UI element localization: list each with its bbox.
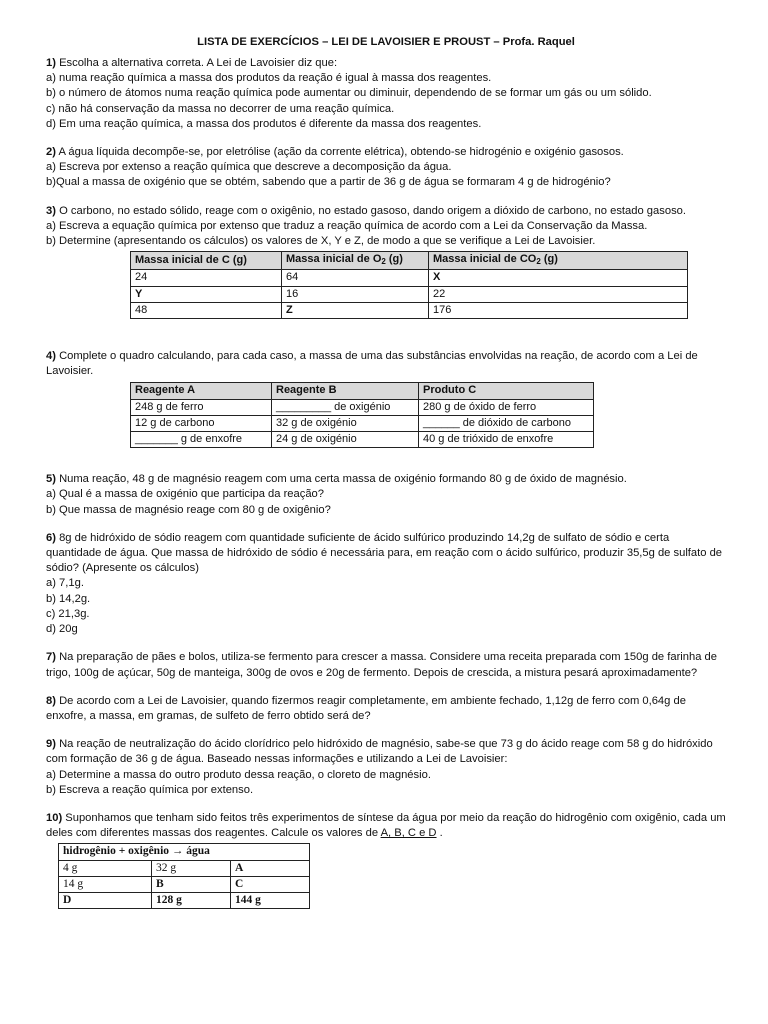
table-cell: 24 [131, 270, 282, 286]
table-cell: 144 g [231, 892, 310, 908]
question-text: 5) Numa reação, 48 g de magnésio reagem com uma certa massa de oxigénio formando 80 g de óxido de magnésio. [46, 473, 627, 486]
table-row [131, 415, 594, 431]
question-number: 2) [46, 146, 56, 159]
table-cell: D [59, 892, 152, 908]
table-cell: B [152, 876, 231, 892]
document-title: LISTA DE EXERCÍCIOS – LEI DE LAVOISIER E PROUST – Profa. Raquel [197, 36, 575, 48]
question-text: 8) De acordo com a Lei de Lavoisier, quando fizermos reagir completamente, em ambiente fechado, 1,12g de ferro com 0,64g de enxofre, a massa, em gramas, de sulfeto de ferro obtido será de? [46, 694, 686, 722]
item-a: a) Qual é a massa de oxigénio que participa da reação? [46, 488, 324, 501]
table-cell: 12 g de carbono [131, 415, 272, 431]
table-cell: 4 g [59, 860, 152, 876]
question-number: 10) [46, 811, 63, 824]
table-row [131, 399, 594, 415]
question-number: 3) [46, 204, 56, 217]
item-a: a) Determine a massa do outro produto dessa reação, o cloreto de magnésio. [46, 768, 431, 781]
question-number: 1) [46, 57, 56, 69]
question-7 [46, 650, 726, 680]
item-b: b) Escreva a reação química por extenso. [46, 783, 254, 796]
question-text: 3) O carbono, no estado sólido, reage com o oxigênio, no estado gasoso, dando origem a dióxido de carbono, no estado gasoso. [46, 204, 686, 217]
table-cell: 32 g de oxigénio [272, 415, 419, 431]
column-header: Reagente B [272, 383, 419, 399]
question-5 [46, 472, 726, 518]
question-number: 9) [46, 738, 56, 751]
question-3 [46, 204, 726, 319]
question-text: 6) 8g de hidróxido de sódio reagem com quantidade suficiente de ácido sulfúrico produzindo 14,2g de sulfato de sódio e certa quantidade de água. Que massa de hidróxido de sódio é necessária para, em reação com o ácido sulfúrico, produzir 35,5g de sulfato de sódio? (Apresente os cálculos) [46, 531, 723, 575]
question-10 [46, 811, 726, 909]
table-header-row [131, 252, 688, 270]
table-cell: 22 [429, 286, 688, 302]
column-header: Massa inicial de C (g) [131, 252, 282, 270]
table-header-row [131, 383, 594, 399]
option-c: c) não há conservação da massa no decorrer de uma reação química. [46, 102, 395, 115]
table-cell: 40 g de trióxido de enxofre [419, 432, 594, 448]
table-cell: 48 [131, 302, 282, 318]
question-text: 9) Na reação de neutralização do ácido clorídrico pelo hidróxido de magnésio, sabe-se que 73 g do ácido reage com 58 g do hidróxido com formação de 36 g de água. Baseado nessas informações e utilizando a Lei de Lavoisier: [46, 738, 713, 766]
question-1 [46, 56, 726, 132]
table-cell: Y [131, 286, 282, 302]
item-a: a) Escreva por extenso a reação química que descreve a decomposição da água. [46, 161, 452, 174]
table-header-row [59, 844, 310, 860]
question-9 [46, 737, 726, 798]
table-cell: 14 g [59, 876, 152, 892]
question-number: 8) [46, 694, 56, 707]
table-cell: 248 g de ferro [131, 399, 272, 415]
table-cell: 32 g [152, 860, 231, 876]
reaction-header: hidrogênio + oxigênio → água [59, 844, 310, 860]
table-row [131, 302, 688, 318]
mass-table-q3 [130, 251, 688, 319]
question-8 [46, 694, 726, 724]
table-row [131, 432, 594, 448]
table-cell: A [231, 860, 310, 876]
column-header: Reagente A [131, 383, 272, 399]
mass-table-q4 [130, 382, 594, 448]
question-text: 2) A água líquida decompõe-se, por eletrólise (ação da corrente elétrica), obtendo-se hidrogénio e oxigénio gasosos. [46, 146, 624, 159]
question-number: 5) [46, 473, 56, 486]
question-number: 4) [46, 350, 56, 363]
option-d: d) 20g [46, 623, 78, 636]
option-b: b) 14,2g. [46, 592, 91, 605]
water-synthesis-table [58, 843, 310, 909]
option-a: a) 7,1g. [46, 577, 84, 590]
table-cell: ______ de dióxido de carbono [419, 415, 594, 431]
table-row [59, 876, 310, 892]
question-4 [46, 349, 726, 448]
option-b: b) o número de átomos numa reação química pode aumentar ou diminuir, dependendo de se formar um gás ou um sólido. [46, 87, 652, 100]
column-header: Massa inicial de $CO_2$ (g) [429, 252, 688, 270]
table-cell: _________ de oxigénio [272, 399, 419, 415]
table-cell: 128 g [152, 892, 231, 908]
table-cell: 16 [282, 286, 429, 302]
table-cell: C [231, 876, 310, 892]
question-text: 1) Escolha a alternativa correta. A Lei de Lavoisier diz que: [46, 57, 338, 69]
item-b: b) Que massa de magnésio reage com 80 g de oxigênio? [46, 503, 331, 516]
question-text: 7) Na preparação de pães e bolos, utiliza-se fermento para crescer a massa. Considere uma receita preparada com 150g de farinha de trigo, 100g de açúcar, 50g de manteiga, 300g de ovos e 20g de fermento. Depois de crescida, a mistura pesará aproximadamente? [46, 651, 718, 679]
column-header: Produto C [419, 383, 594, 399]
option-d: d) Em uma reação química, a massa dos produtos é diferente da massa dos reagentes. [46, 117, 482, 130]
table-cell: X [429, 270, 688, 286]
question-2 [46, 145, 726, 191]
underlined-variables: A, B, C e D [380, 827, 437, 840]
table-cell: _______ g de enxofre [131, 432, 272, 448]
option-a: a) numa reação química a massa dos produtos da reação é igual à massa dos reagentes. [46, 72, 492, 85]
table-row [131, 270, 688, 286]
question-6 [46, 531, 726, 637]
table-cell: 24 g de oxigénio [272, 432, 419, 448]
question-number: 7) [46, 651, 56, 664]
column-header: Massa inicial de $O_2$ (g) [282, 252, 429, 270]
item-a: a) Escreva a equação química por extenso que traduz a reação química de acordo com a Lei da Conservação da Massa. [46, 219, 648, 232]
document-page [46, 36, 726, 922]
item-b: b) Determine (apresentando os cálculos) os valores de X, Y e Z, de modo a que se verifique a Lei de Lavoisier. [46, 235, 596, 248]
item-b: b)Qual a massa de oxigénio que se obtém, sabendo que a partir de 36 g de água se formaram 4 g de hidrogénio? [46, 176, 611, 189]
table-row [59, 892, 310, 908]
table-cell: 176 [429, 302, 688, 318]
question-number: 6) [46, 531, 56, 544]
table-cell: Z [282, 302, 429, 318]
option-c: c) 21,3g. [46, 607, 90, 620]
table-cell: 64 [282, 270, 429, 286]
question-text: 10) Suponhamos que tenham sido feitos três experimentos de síntese da água por meio da reação do hidrogênio com oxigênio, cada um deles com diferentes massas dos reagentes. Calcule os valores de A, B, C e D . [46, 811, 726, 840]
table-row [131, 286, 688, 302]
table-row [59, 860, 310, 876]
table-cell: 280 g de óxido de ferro [419, 399, 594, 415]
question-text: 4) Complete o quadro calculando, para cada caso, a massa de uma das substâncias envolvidas na reação, de acordo com a Lei de Lavoisier. [46, 350, 698, 378]
